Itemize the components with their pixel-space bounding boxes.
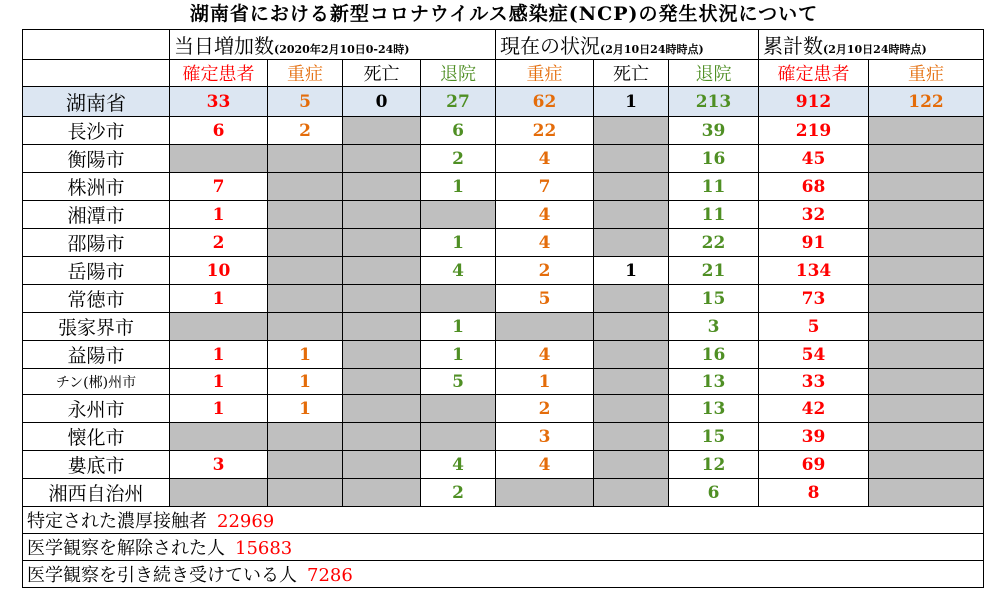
value-cell: 1	[170, 395, 268, 423]
current-group-label: 現在の状況	[500, 34, 601, 58]
status-table	[22, 29, 984, 588]
empty-cell	[343, 479, 421, 507]
page-title: 湖南省における新型コロナウイルス感染症(NCP)の発生状況について	[189, 3, 819, 25]
value-cell: 1	[170, 201, 268, 229]
value-cell: 4	[496, 451, 594, 479]
city-row	[23, 341, 984, 369]
value-cell: 69	[759, 451, 869, 479]
empty-cell	[869, 145, 984, 173]
column-header: 重症	[496, 60, 594, 87]
column-header: 重症	[869, 60, 984, 87]
footer-row	[23, 561, 984, 588]
empty-cell	[343, 201, 421, 229]
value-cell: 2	[170, 229, 268, 257]
value-cell: 22	[669, 229, 759, 257]
value-cell: 13	[669, 395, 759, 423]
city-name: 衡陽市	[23, 145, 170, 173]
footer-value: 15683	[235, 538, 293, 559]
empty-cell	[594, 341, 669, 369]
empty-cell	[594, 145, 669, 173]
value-cell: 15	[669, 423, 759, 451]
empty-cell	[869, 285, 984, 313]
city-row	[23, 117, 984, 145]
value-cell: 45	[759, 145, 869, 173]
column-header: 死亡	[594, 60, 669, 87]
empty-cell	[268, 257, 343, 285]
empty-cell	[343, 173, 421, 201]
value-cell: 1	[170, 341, 268, 369]
value-cell: 6	[170, 117, 268, 145]
city-name: 張家界市	[23, 313, 170, 341]
city-name: 常徳市	[23, 285, 170, 313]
value-cell: 12	[669, 451, 759, 479]
empty-cell	[869, 201, 984, 229]
city-row	[23, 285, 984, 313]
empty-cell	[594, 369, 669, 395]
column-header: 死亡	[343, 60, 421, 87]
value-cell: 16	[669, 341, 759, 369]
empty-cell	[594, 479, 669, 507]
empty-cell	[343, 395, 421, 423]
city-name: 邵陽市	[23, 229, 170, 257]
cumulative-group-label: 累計数	[763, 34, 824, 58]
value-cell: 1	[421, 341, 496, 369]
city-row	[23, 451, 984, 479]
column-header: 退院	[421, 60, 496, 87]
value-cell: 73	[759, 285, 869, 313]
value-cell: 1	[170, 369, 268, 395]
empty-cell	[343, 341, 421, 369]
value-cell: 1	[421, 313, 496, 341]
empty-cell	[496, 313, 594, 341]
value-cell: 39	[759, 423, 869, 451]
value-cell: 122	[869, 87, 984, 117]
cumulative-group-note: (2月10日24時時点)	[823, 43, 927, 56]
subheader-row	[23, 60, 984, 87]
value-cell: 4	[496, 145, 594, 173]
value-cell: 1	[421, 229, 496, 257]
empty-cell	[343, 229, 421, 257]
column-header: 確定患者	[170, 60, 268, 87]
empty-cell	[421, 395, 496, 423]
empty-cell	[869, 229, 984, 257]
empty-cell	[170, 479, 268, 507]
value-cell: 7	[496, 173, 594, 201]
city-name: 岳陽市	[23, 257, 170, 285]
value-cell: 11	[669, 201, 759, 229]
empty-cell	[268, 285, 343, 313]
footer-label: 医学観察を引き続き受けている人	[27, 565, 297, 586]
value-cell: 2	[268, 117, 343, 145]
city-row	[23, 145, 984, 173]
value-cell: 2	[496, 395, 594, 423]
empty-cell	[268, 201, 343, 229]
empty-cell	[594, 423, 669, 451]
corner-cell	[23, 30, 170, 60]
value-cell: 134	[759, 257, 869, 285]
value-cell: 1	[594, 257, 669, 285]
empty-cell	[869, 451, 984, 479]
city-name: 益陽市	[23, 341, 170, 369]
province-total-row	[23, 87, 984, 117]
value-cell: 213	[669, 87, 759, 117]
daily-group-note: (2020年2月10日0-24時)	[274, 43, 410, 56]
empty-cell	[268, 229, 343, 257]
empty-cell	[594, 201, 669, 229]
empty-cell	[594, 117, 669, 145]
empty-cell	[343, 257, 421, 285]
value-cell: 4	[496, 229, 594, 257]
footer-label: 医学観察を解除された人	[27, 538, 225, 559]
value-cell: 7	[170, 173, 268, 201]
province-name: 湖南省	[23, 87, 170, 117]
city-row	[23, 229, 984, 257]
empty-cell	[268, 479, 343, 507]
daily-group-label: 当日増加数	[174, 34, 274, 58]
value-cell: 912	[759, 87, 869, 117]
value-cell: 3	[170, 451, 268, 479]
empty-cell	[869, 257, 984, 285]
value-cell: 5	[759, 313, 869, 341]
current-group-note: (2月10日24時時点)	[600, 43, 704, 56]
empty-cell	[594, 395, 669, 423]
city-row	[23, 173, 984, 201]
city-row	[23, 201, 984, 229]
daily-group-header	[170, 30, 496, 60]
value-cell: 5	[496, 285, 594, 313]
city-row	[23, 423, 984, 451]
empty-cell	[869, 423, 984, 451]
empty-cell	[594, 285, 669, 313]
footer-row	[23, 534, 984, 561]
footer-row	[23, 507, 984, 534]
value-cell: 91	[759, 229, 869, 257]
city-name: 長沙市	[23, 117, 170, 145]
empty-cell	[594, 173, 669, 201]
city-row	[23, 479, 984, 507]
value-cell: 39	[669, 117, 759, 145]
value-cell: 21	[669, 257, 759, 285]
empty-cell	[268, 313, 343, 341]
value-cell: 1	[268, 395, 343, 423]
value-cell: 1	[268, 369, 343, 395]
value-cell: 15	[669, 285, 759, 313]
current-group-header	[496, 30, 759, 60]
empty-cell	[594, 229, 669, 257]
group-header-row	[23, 30, 984, 60]
value-cell: 3	[496, 423, 594, 451]
value-cell: 1	[268, 341, 343, 369]
city-name: 湘西自治州	[23, 479, 170, 507]
footer-cell	[23, 534, 984, 561]
city-name: 永州市	[23, 395, 170, 423]
value-cell: 54	[759, 341, 869, 369]
value-cell: 5	[268, 87, 343, 117]
city-row	[23, 369, 984, 395]
empty-cell	[594, 313, 669, 341]
empty-cell	[268, 145, 343, 173]
empty-cell	[869, 395, 984, 423]
value-cell: 32	[759, 201, 869, 229]
empty-cell	[343, 369, 421, 395]
value-cell: 33	[170, 87, 268, 117]
footer-cell	[23, 507, 984, 534]
value-cell: 16	[669, 145, 759, 173]
empty-cell	[268, 173, 343, 201]
column-header: 確定患者	[759, 60, 869, 87]
value-cell: 68	[759, 173, 869, 201]
city-name: 婁底市	[23, 451, 170, 479]
empty-cell	[869, 117, 984, 145]
footer-label: 特定された濃厚接触者	[27, 511, 207, 532]
city-name: 懐化市	[23, 423, 170, 451]
empty-cell	[343, 285, 421, 313]
city-name: 株洲市	[23, 173, 170, 201]
city-name: 湘潭市	[23, 201, 170, 229]
city-row	[23, 395, 984, 423]
value-cell: 13	[669, 369, 759, 395]
value-cell: 1	[170, 285, 268, 313]
corner-cell	[23, 60, 170, 87]
value-cell: 10	[170, 257, 268, 285]
footer-value: 22969	[217, 511, 275, 532]
empty-cell	[343, 451, 421, 479]
value-cell: 11	[669, 173, 759, 201]
value-cell: 6	[421, 117, 496, 145]
empty-cell	[869, 369, 984, 395]
city-row	[23, 257, 984, 285]
empty-cell	[496, 479, 594, 507]
empty-cell	[869, 173, 984, 201]
value-cell: 2	[421, 145, 496, 173]
value-cell: 3	[669, 313, 759, 341]
empty-cell	[421, 201, 496, 229]
column-header: 退院	[669, 60, 759, 87]
value-cell: 42	[759, 395, 869, 423]
empty-cell	[869, 313, 984, 341]
empty-cell	[170, 423, 268, 451]
value-cell: 22	[496, 117, 594, 145]
empty-cell	[170, 145, 268, 173]
empty-cell	[869, 479, 984, 507]
value-cell: 5	[421, 369, 496, 395]
empty-cell	[869, 341, 984, 369]
city-name: チン(郴)州市	[23, 369, 170, 395]
value-cell: 4	[496, 341, 594, 369]
empty-cell	[268, 423, 343, 451]
empty-cell	[594, 451, 669, 479]
empty-cell	[343, 117, 421, 145]
value-cell: 1	[594, 87, 669, 117]
city-row	[23, 313, 984, 341]
value-cell: 219	[759, 117, 869, 145]
value-cell: 1	[496, 369, 594, 395]
empty-cell	[421, 423, 496, 451]
value-cell: 4	[496, 201, 594, 229]
value-cell: 0	[343, 87, 421, 117]
footer-value: 7286	[307, 565, 353, 586]
value-cell: 2	[496, 257, 594, 285]
empty-cell	[170, 313, 268, 341]
value-cell: 2	[421, 479, 496, 507]
value-cell: 4	[421, 257, 496, 285]
empty-cell	[343, 423, 421, 451]
empty-cell	[343, 145, 421, 173]
value-cell: 33	[759, 369, 869, 395]
value-cell: 62	[496, 87, 594, 117]
value-cell: 1	[421, 173, 496, 201]
cumulative-group-header	[759, 30, 984, 60]
empty-cell	[343, 313, 421, 341]
column-header: 重症	[268, 60, 343, 87]
value-cell: 8	[759, 479, 869, 507]
value-cell: 6	[669, 479, 759, 507]
value-cell: 27	[421, 87, 496, 117]
empty-cell	[268, 451, 343, 479]
footer-cell	[23, 561, 984, 588]
value-cell: 4	[421, 451, 496, 479]
empty-cell	[421, 285, 496, 313]
